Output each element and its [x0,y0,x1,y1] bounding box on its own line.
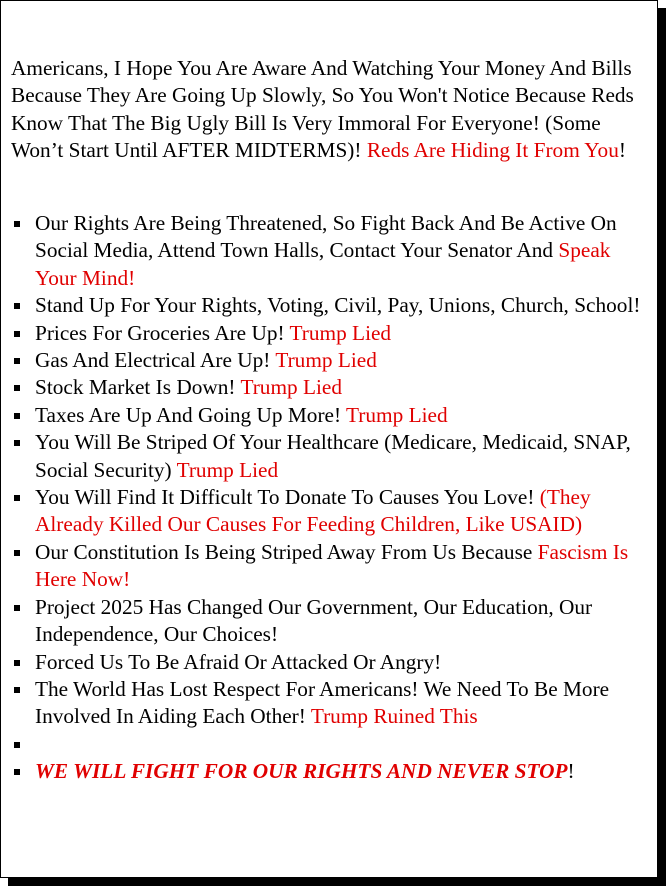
square-bullet-icon [14,687,20,693]
list-item [1,402,646,429]
box-shadow-bottom [8,878,666,886]
list-item [1,484,646,539]
list-item [1,429,646,484]
list-item-text: Gas And Electrical Are Up! [35,348,276,373]
square-bullet-icon [14,331,20,337]
list-item-red-text: Trump Lied [275,348,377,373]
square-bullet-icon [14,440,20,446]
list-item [1,594,646,649]
list-item-text: Stock Market Is Down! [35,375,241,400]
list-item-text: Taxes Are Up And Going Up More! [35,402,347,427]
square-bullet-icon [14,221,20,227]
list-item-red-text: Trump Ruined This [310,704,478,729]
list-item-text: Our Constitution Is Being Striped Away From Us Because [35,539,538,564]
square-bullet-icon [14,605,20,611]
list-item [1,539,646,594]
list-item-text: Stand Up For Your Rights, Voting, Civil, Pay, Unions, Church, School! [35,293,641,318]
list-item [1,292,646,319]
square-bullet-icon [14,303,20,309]
list-item-text: Forced Us To Be Afraid Or Attacked Or Angry! [35,649,442,674]
square-bullet-icon [14,660,20,666]
list-item [1,210,646,292]
bullet-list [1,210,646,786]
intro-red-text: Reds Are Hiding It From You [366,138,619,163]
list-item-red-text: Trump Lied [289,320,392,345]
final-slogan-end: ! [567,759,575,784]
square-bullet-icon [14,742,20,748]
intro-paragraph [11,55,641,165]
final-slogan: WE WILL FIGHT FOR OUR RIGHTS AND NEVER STOP [35,759,568,784]
list-item-text: You Will Find It Difficult To Donate To Causes You Love! [35,485,540,510]
square-bullet-icon [14,769,20,775]
list-item-text: Project 2025 Has Changed Our Government, Our Education, Our Independence, Our Choices! [35,594,593,647]
square-bullet-icon [14,495,20,501]
list-item [1,320,646,347]
list-item-red-text: Trump Lied [240,375,343,400]
list-item-text: The World Has Lost Respect For Americans! We Need To Be More Involved In Aiding Each Other! [35,676,610,729]
list-item-text: You Will Be Striped Of Your Healthcare (Medicare, Medicaid, SNAP, Social Security) [35,430,631,482]
list-item-red-text: Speak Your Mind! [35,238,611,290]
list-item-text: Our Rights Are Being Threatened, So Fight Back And Be Active On Social Media, Attend Town Halls, Contact Your Senator And [35,211,617,263]
box-shadow-right [658,8,666,886]
list-item-red-text: Trump Lied [346,402,448,427]
intro-text: Americans, I Hope You Are Aware And Watching Your Money And Bills Because They Are Going Up Slowly, So You Won't Notice Because Reds Know That The Big Ugly Bill Is Very Immoral For Everyone! (Some Won’t Start Until AFTER MIDTERMS)! [11,56,634,163]
list-item-empty [1,731,646,758]
list-item-red-text: Fascism Is Here Now! [35,539,629,592]
list-item [1,374,646,401]
list-item-text: Prices For Groceries Are Up! [35,320,290,345]
list-item [1,676,646,731]
list-item-red-text: Trump Lied [176,457,279,482]
list-item-red-text: (They Already Killed Our Causes For Feeding Children, Like USAID) [35,485,591,537]
square-bullet-icon [14,385,20,391]
list-item-final [1,758,646,785]
list-item [1,649,646,676]
list-item [1,347,646,374]
intro-end: ! [618,138,626,163]
square-bullet-icon [14,550,20,556]
square-bullet-icon [14,358,20,364]
square-bullet-icon [14,413,20,419]
